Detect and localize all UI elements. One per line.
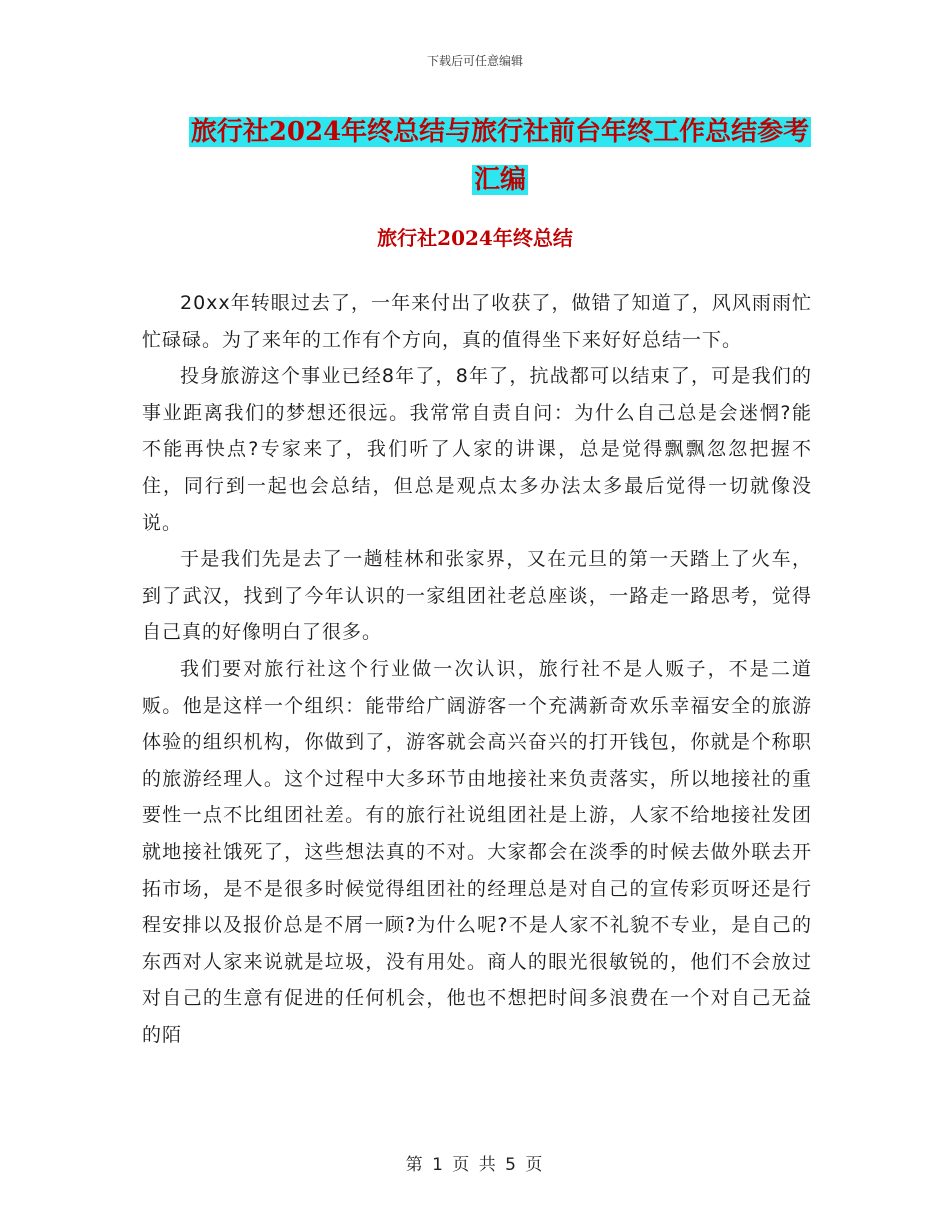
document-title [140,108,860,204]
paragraph: 我们要对旅行社这个行业做一次认识，旅行社不是人贩子，不是二道贩。他是这样一个组织：能带给广阔游客一个充满新奇欢乐幸福安全的旅游体验的组织机构，你做到了，游客就会高兴奋兴的打开钱包，你就是个称职的旅游经理人。这个过程中大多环节由地接社来负责落实，所以地接社的重要性一点不比组团社差。有的旅行社说组团社是上游，人家不给地接社发团就地接社饿死了，这些想法真的不对。大家都会在淡季的时候去做外联去开拓市场，是不是很多时候觉得组团社的经理总是对自己的宣传彩页呀还是行程安排以及报价总是不屑一顾?为什么呢?不是人家不礼貌不专业，是自己的东西对人家来说就是垃圾，没有用处。商人的眼光很敏锐的，他们不会放过对自己的生意有促进的任何机会，他也不想把时间多浪费在一个对自己无益的陌 [142,657,812,1046]
page-header-note: 下载后可任意编辑 [426,54,523,68]
page-number: 第 1 页 共 5 页 [405,1155,545,1175]
paragraph: 20xx年转眼过去了，一年来付出了收获了，做错了知道了，风风雨雨忙忙碌碌。为了来年的工作有个方向，真的值得坐下来好好总结一下。 [142,292,812,351]
document-title-line1: 旅行社2024年终总结与旅行社前台年终工作总结参考 [190,117,810,147]
document-body [142,285,812,1053]
paragraph: 于是我们先是去了一趟桂林和张家界，又在元旦的第一天踏上了火车，到了武汉，找到了今年认识的一家组团社老总座谈，一路走一路思考，觉得自己真的好像明白了很多。 [142,548,812,644]
document-title-line2: 汇编 [473,165,526,195]
section-title: 旅行社2024年终总结 [377,226,573,250]
paragraph: 投身旅游这个事业已经8年了，8年了，抗战都可以结束了，可是我们的事业距离我们的梦想还很远。我常常自责自问：为什么自己总是会迷惘?能不能再快点?专家来了，我们听了人家的讲课，总是觉得飘飘忽忽把握不住，同行到一起也会总结，但总是观点太多办法太多最后觉得一切就像没说。 [142,365,812,534]
